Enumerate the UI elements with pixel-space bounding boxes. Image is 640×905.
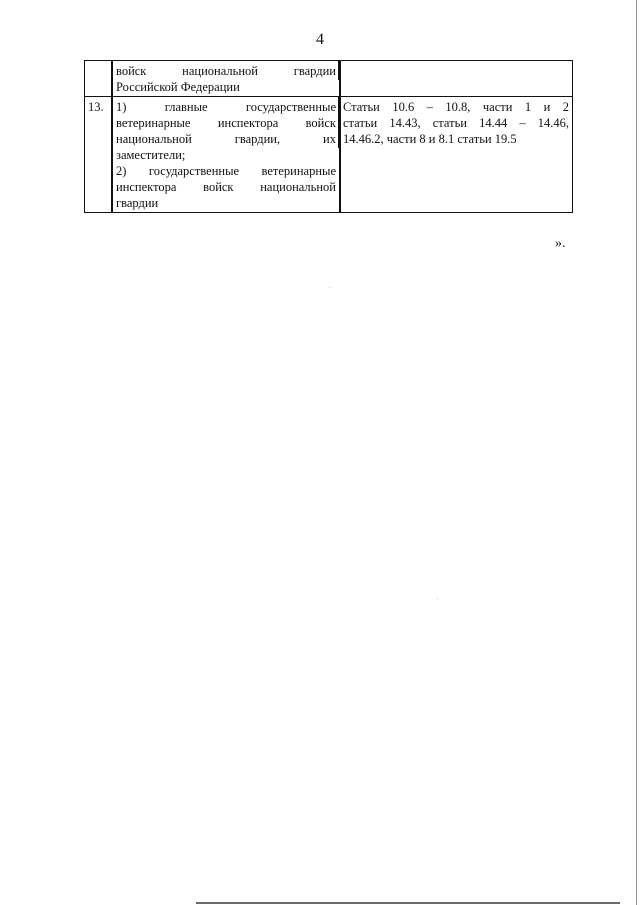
officials-line: 2) государственные ветеринарные [116, 164, 336, 178]
officials-line: войск национальной гвардии [116, 64, 336, 78]
officials-line: ветеринарные инспектора войск [116, 116, 336, 130]
articles-line: 14.46.2, части 8 и 8.1 статьи 19.5 [343, 132, 517, 146]
articles-text [343, 63, 569, 79]
officials-line: гвардии [116, 196, 159, 210]
row-number-cell [85, 61, 113, 97]
articles-cell [340, 61, 573, 97]
officials-cell [113, 61, 340, 97]
officials-articles-table [84, 60, 573, 213]
scan-speck [329, 287, 330, 288]
officials-line: Российской Федерации [116, 80, 240, 94]
officials-line: национальной гвардии, их [116, 132, 336, 146]
officials-line: 1) главные государственные [116, 100, 336, 114]
scan-bottom-edge [196, 902, 620, 904]
page-edge [636, 0, 637, 905]
articles-cell [340, 97, 573, 213]
closing-quote-mark: ». [555, 236, 566, 251]
officials-line: инспектора войск национальной [116, 180, 336, 194]
officials-text [116, 63, 336, 95]
table-row [85, 97, 573, 213]
scan-speck [437, 598, 438, 599]
officials-cell [113, 97, 340, 213]
articles-text [343, 99, 569, 147]
articles-line: статьи 14.43, статьи 14.44 – 14.46, [343, 116, 569, 130]
officials-line: заместители; [116, 148, 186, 162]
articles-line: Статьи 10.6 – 10.8, части 1 и 2 [343, 100, 569, 114]
page-number: 4 [316, 31, 324, 48]
table-body [85, 61, 573, 213]
row-number-cell: 13. [85, 97, 113, 213]
officials-text [116, 99, 336, 211]
table-row [85, 61, 573, 97]
